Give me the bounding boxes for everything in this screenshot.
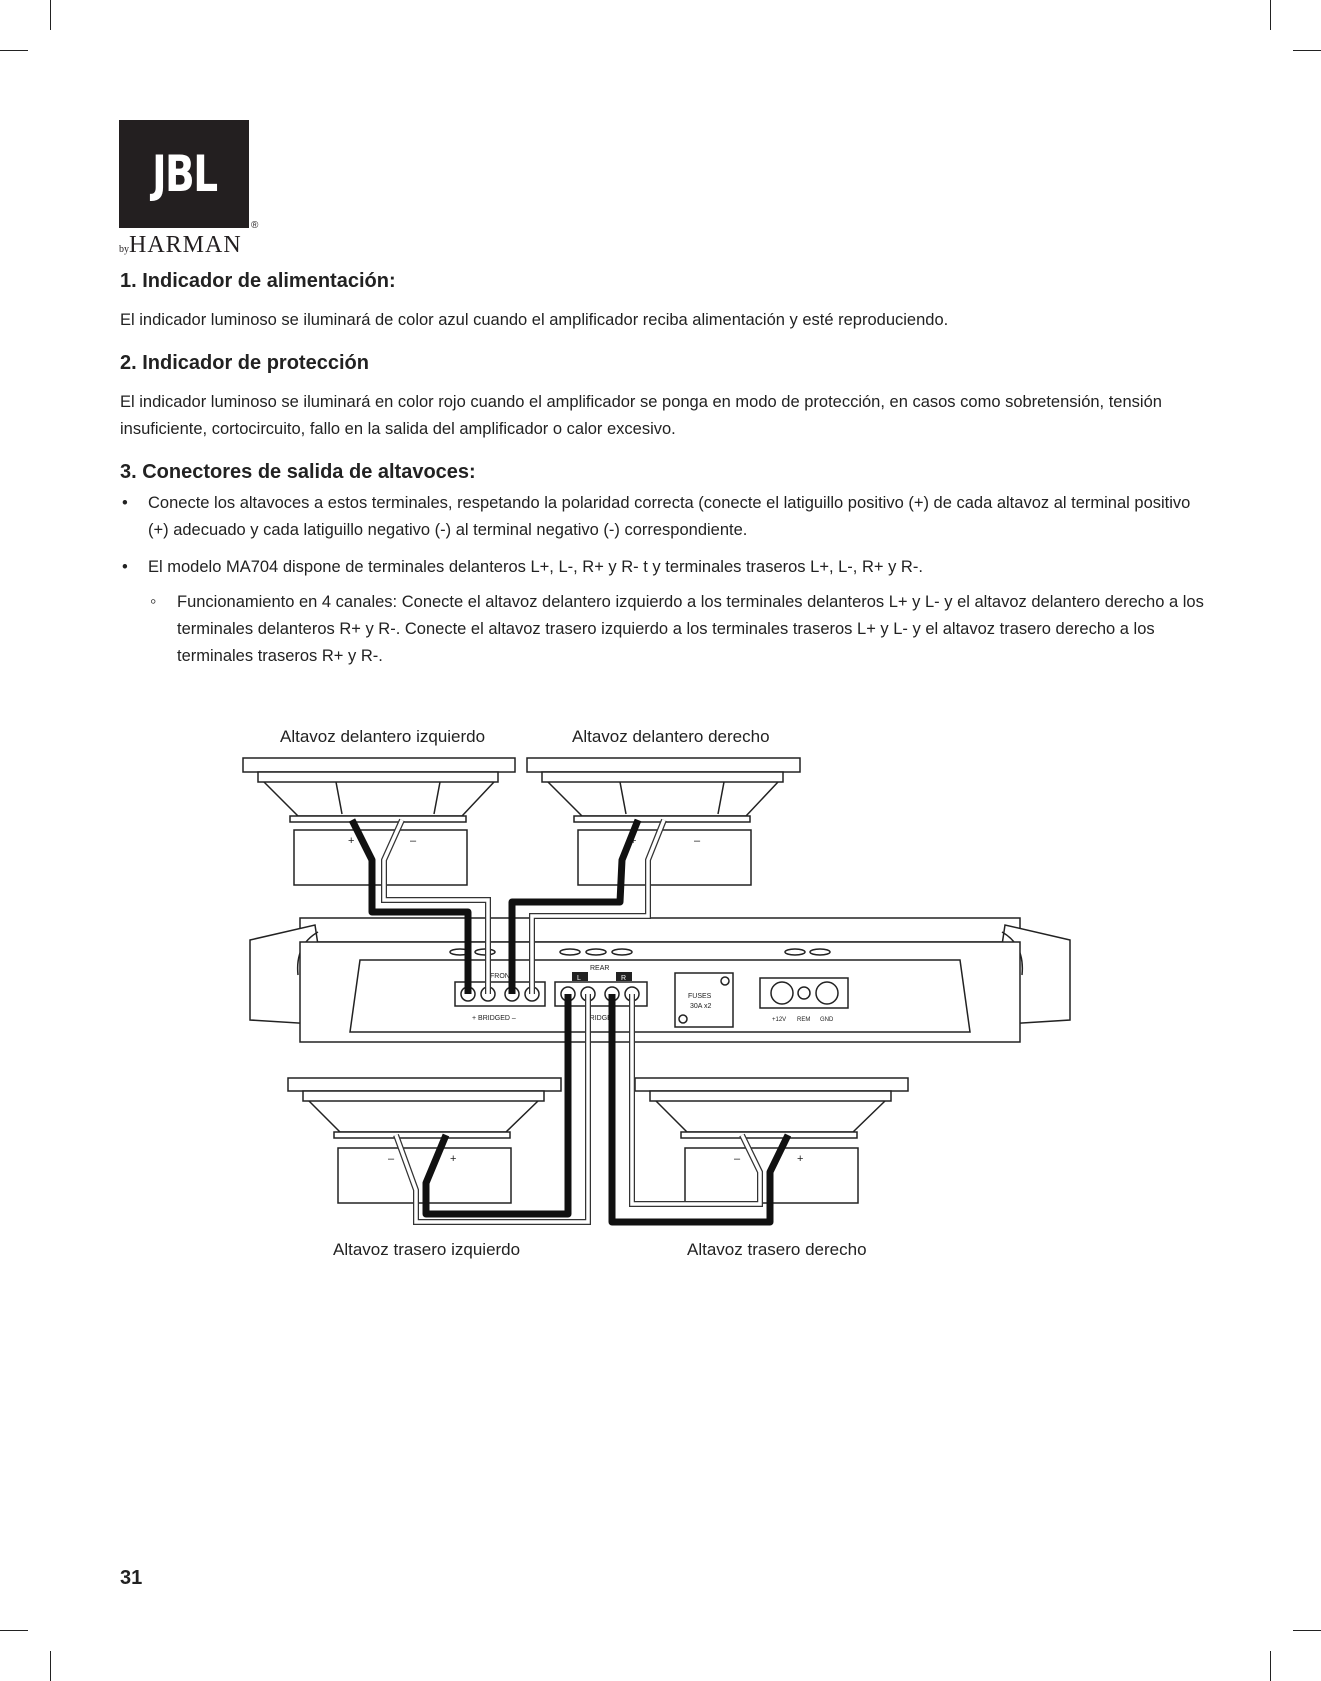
crop-mark — [1293, 50, 1321, 51]
minus-sign: – — [734, 1153, 741, 1165]
crop-mark — [1270, 1651, 1271, 1681]
rem-label: REM — [797, 1017, 811, 1023]
fuses-label: FUSES — [688, 993, 712, 1000]
gnd-label: GND — [820, 1017, 834, 1023]
rear-l-label: L — [577, 975, 581, 982]
section-heading: 2. Indicador de protección — [120, 352, 369, 374]
rear-bridged-label: BRIDGE — [585, 1015, 612, 1022]
minus-sign: – — [388, 1153, 395, 1165]
registered-mark: ® — [251, 220, 259, 231]
section-text: El indicador luminoso se iluminará de color azul cuando el amplificador reciba alimentación y esté reproduciendo. — [120, 311, 949, 329]
rear-label: REAR — [590, 965, 610, 972]
minus-sign: – — [694, 835, 701, 847]
crop-mark — [0, 50, 28, 51]
plus12v-label: +12V — [772, 1017, 787, 1023]
logo-text: JBL — [151, 145, 217, 203]
bullet-item: • Conecte los altavoces a estos terminales, respetando la polaridad correcta (conecte el latiguillo positivo (+) de cada altavoz al terminal positivo (+) adecuado y cada latiguillo negativo (-) al terminal negativo (-) correspondiente. — [120, 490, 1205, 544]
bullet-list — [120, 490, 1205, 670]
diagram-drawing — [240, 720, 1080, 1235]
harman-logo — [119, 232, 242, 259]
crop-mark — [1293, 1630, 1321, 1631]
bullet-text: El modelo MA704 dispone de terminales delanteros L+, L-, R+ y R- t y terminales traseros L+, L-, R+ y R-. — [148, 558, 923, 576]
crop-mark — [0, 1630, 28, 1631]
speaker-front-left — [243, 758, 515, 885]
plus-sign: + — [450, 1153, 457, 1165]
section-text: El indicador luminoso se iluminará en color rojo cuando el amplificador se ponga en modo de protección, en casos como sobretensión, tensión insuficiente, cortocircuito, fallo en la salida del amplificador o calor excesivo. — [120, 393, 1162, 438]
plus-sign: + — [630, 835, 637, 847]
sub-bullet-item: ◦ Funcionamiento en 4 canales: Conecte el altavoz delantero izquierdo a los terminales delanteros L+ y L- y el altavoz delantero derecho a los terminales delanteros R+ y R-. Conecte el altavoz trasero izquierdo a los terminales traseros L+ y L- y el altavoz trasero derecho a los terminales traseros R+ y R-. — [148, 589, 1205, 670]
fuses-rating: 30A x2 — [690, 1003, 712, 1010]
label-rear-right: Altavoz trasero derecho — [687, 1240, 867, 1259]
section-heading: 3. Conectores de salida de altavoces: — [120, 461, 476, 483]
label-rear-left: Altavoz trasero izquierdo — [333, 1240, 521, 1259]
bullet-item — [120, 554, 1205, 670]
front-label: FRONT — [490, 973, 515, 980]
harman-by: by — [119, 244, 129, 255]
harman-name: HARMAN — [129, 232, 242, 258]
jbl-logo — [119, 120, 249, 228]
bridged-label: + BRIDGED – — [472, 1015, 516, 1022]
section-heading: 1. Indicador de alimentación: — [120, 270, 396, 292]
crop-mark — [50, 1651, 51, 1681]
page-number: 31 — [120, 1567, 143, 1589]
plus-sign: + — [348, 835, 355, 847]
manual-content — [120, 270, 1205, 680]
crop-mark — [1270, 0, 1271, 30]
label-front-right: Altavoz delantero derecho — [572, 727, 770, 746]
minus-sign: – — [410, 835, 417, 847]
crop-mark — [50, 0, 51, 30]
label-front-left: Altavoz delantero izquierdo — [280, 727, 486, 746]
rear-r-label: R — [621, 975, 627, 982]
wiring-diagram — [240, 720, 1080, 1260]
plus-sign: + — [797, 1153, 804, 1165]
sub-bullet-list — [148, 589, 1205, 670]
amplifier — [250, 918, 1070, 1042]
